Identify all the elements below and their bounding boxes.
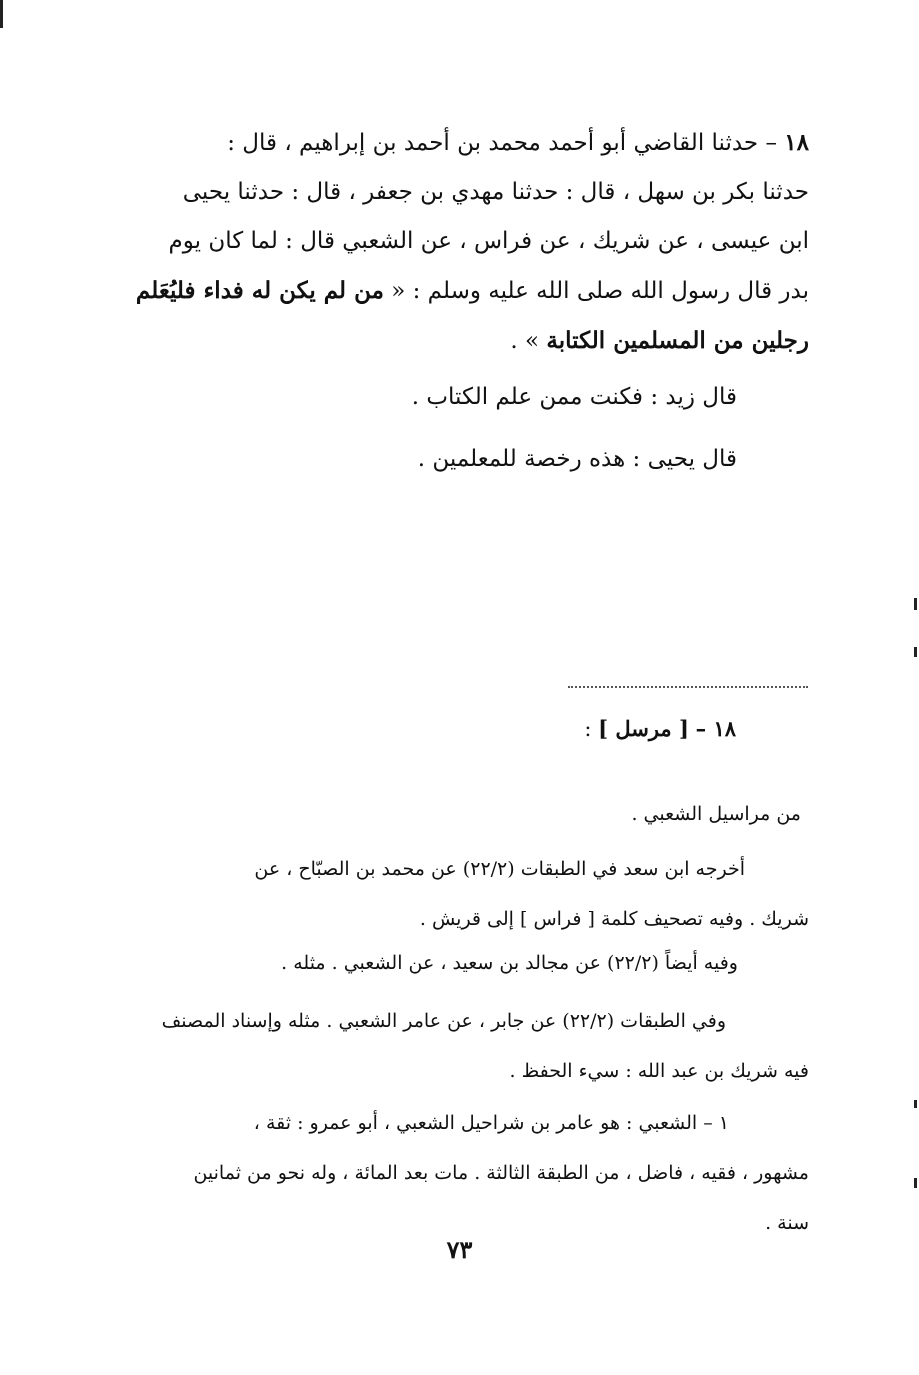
scan-edge-mark [914, 647, 917, 657]
note-ibn-saad: أخرجه ابن سعد في الطبقات (٢٢/٢) عن محمد بن الصبّاح ، عن شريك . وفيه تصحيف كلمة [ فراس ] إلى قريش . [254, 858, 809, 930]
note-tabaqat: وفي الطبقات (٢٢/٢) عن جابر ، عن عامر الشعبي . مثله وإسناد المصنف فيه شريك بن عبد الله : سيء الحفظ . [161, 1010, 809, 1082]
hadith-text [109, 118, 809, 366]
scan-edge-mark [914, 598, 917, 610]
prophetic-saying: من لم يكن له فداء فليُعَلم [135, 277, 384, 304]
hadith-number: ١٨ [784, 129, 809, 156]
scan-edge-mark [914, 1100, 917, 1108]
footnote-divider [568, 686, 808, 688]
scan-edge-mark [0, 0, 3, 28]
note-heading: ١٨ – [ مرسل ] : [584, 716, 736, 741]
grade-label: [ مرسل ] [598, 716, 689, 741]
page-number: ٧٣ [446, 1235, 473, 1264]
hadith-line-3: ابن عيسى ، عن شريك ، عن فراس ، عن الشعبي قال : لما كان يوم [168, 228, 809, 254]
zaid-comment: قال زيد : فكنت ممن علم الكتاب . [411, 384, 737, 410]
hadith-line-1: ١٨ – حدثنا القاضي أبو أحمد محمد بن أحمد بن إبراهيم ، قال : [227, 129, 809, 156]
hadith-line-4: بدر قال رسول الله صلى الله عليه وسلم : « من لم يكن له فداء فليُعَلم [135, 277, 809, 304]
prophetic-saying-cont: رجلين من المسلمين الكتابة [546, 327, 809, 354]
hadith-line-2: حدثنا بكر بن سهل ، قال : حدثنا مهدي بن جعفر ، قال : حدثنا يحيى [182, 179, 809, 205]
note-aydan: وفيه أيضاً (٢٢/٢) عن مجالد بن سعيد ، عن الشعبي . مثله . [281, 952, 738, 974]
footnote-shabi: ١ – الشعبي : هو عامر بن شراحيل الشعبي ، أبو عمرو : ثقة ، مشهور ، فقيه ، فاضل ، من الطبقة الثالثة . مات بعد المائة ، وله نحو من ثمانين سنة . [193, 1112, 809, 1234]
yahya-comment: قال يحيى : هذه رخصة للمعلمين . [417, 446, 737, 472]
hadith-line-5: رجلين من المسلمين الكتابة » . [510, 327, 809, 354]
note-mursal: من مراسيل الشعبي . [631, 803, 801, 825]
scan-edge-mark [914, 1178, 917, 1188]
